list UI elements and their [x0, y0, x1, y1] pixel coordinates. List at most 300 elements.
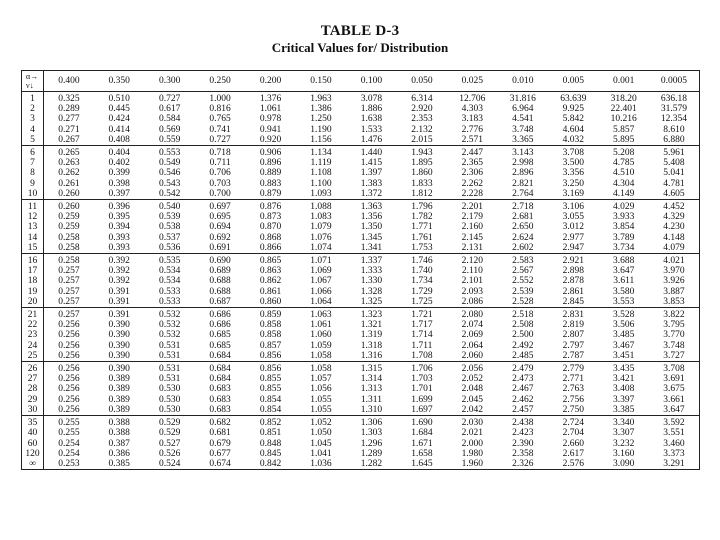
df-cell: 35: [22, 416, 44, 429]
value-cell: 3.373: [649, 449, 700, 459]
value-cell: 1.057: [310, 374, 332, 385]
value-cell: 0.257: [44, 308, 94, 321]
df-cell: 26: [22, 362, 44, 375]
value-cell: 2.074: [461, 320, 484, 331]
value-cell: 31.579: [649, 104, 700, 114]
value-cell: 1.725: [411, 296, 433, 307]
value-cell: 2.763: [562, 384, 584, 395]
df-cell: 28: [22, 384, 44, 394]
value-cell: 2.438: [498, 416, 548, 429]
value-cell: 1.059: [310, 340, 332, 351]
value-cell: 0.325: [44, 92, 94, 105]
value-cell: 2.353: [411, 114, 433, 125]
value-cell: 0.681: [209, 428, 231, 439]
value-cell: 3.822: [649, 308, 700, 321]
value-cell: 0.684: [195, 362, 245, 375]
alpha-header-cell: 0.350: [94, 71, 144, 92]
value-cell: 4.329: [649, 212, 700, 222]
table-row: [22, 395, 700, 405]
value-cell: 0.861: [259, 286, 282, 297]
value-cell: 4.605: [649, 189, 700, 200]
df-cell: 17: [22, 266, 44, 276]
value-cell: 0.385: [94, 459, 144, 470]
value-cell: 5.408: [649, 158, 700, 168]
value-cell: 5.895: [613, 134, 635, 145]
value-cell: 0.978: [259, 114, 282, 125]
value-cell: 1.318: [360, 340, 383, 351]
value-cell: 0.539: [158, 212, 181, 223]
value-cell: 0.532: [158, 320, 181, 331]
value-cell: 0.691: [209, 242, 231, 253]
value-cell: 1.330: [360, 276, 383, 287]
value-cell: 3.970: [649, 266, 700, 276]
value-cell: 1.050: [310, 428, 332, 439]
table-row: [22, 104, 700, 114]
value-cell: 0.261: [58, 178, 80, 189]
value-cell: 0.727: [209, 134, 231, 145]
df-cell: 8: [22, 168, 44, 178]
value-cell: 3.143: [498, 146, 548, 159]
value-cell: 2.797: [562, 340, 584, 351]
value-cell: 636.18: [649, 92, 700, 105]
value-cell: 0.534: [158, 266, 181, 277]
value-cell: 2.977: [562, 232, 584, 243]
value-cell: 2.120: [447, 254, 497, 267]
value-cell: 0.862: [259, 276, 282, 287]
value-cell: 0.530: [158, 404, 181, 415]
value-cell: 63.639: [548, 92, 598, 105]
df-cell: 20: [22, 297, 44, 308]
value-cell: 2.776: [461, 124, 484, 135]
value-cell: 0.538: [158, 222, 181, 233]
table-row: [22, 439, 700, 449]
value-cell: 0.706: [209, 168, 231, 179]
value-cell: 0.531: [144, 362, 194, 375]
table-row: [22, 114, 700, 124]
value-cell: 2.896: [512, 168, 534, 179]
value-cell: 2.921: [548, 254, 598, 267]
value-cell: 0.876: [245, 200, 295, 213]
df-cell: 23: [22, 330, 44, 340]
value-cell: 0.682: [195, 416, 245, 429]
value-cell: 0.687: [209, 296, 231, 307]
value-cell: 0.674: [195, 459, 245, 470]
value-cell: 0.402: [108, 158, 130, 169]
value-cell: 0.858: [259, 330, 282, 341]
value-cell: 4.079: [649, 243, 700, 254]
value-cell: 1.415: [360, 158, 383, 169]
value-cell: 0.256: [58, 340, 80, 351]
table-row: [22, 266, 700, 276]
table-row: [22, 362, 700, 375]
value-cell: 5.857: [613, 124, 635, 135]
value-cell: 5.041: [649, 168, 700, 178]
value-cell: 3.408: [613, 384, 635, 395]
value-cell: 0.392: [108, 276, 130, 287]
value-cell: 0.690: [195, 254, 245, 267]
value-cell: 3.055: [562, 212, 584, 223]
value-cell: 3.853: [649, 297, 700, 308]
value-cell: 3.926: [649, 276, 700, 286]
value-cell: 1.310: [360, 404, 383, 415]
value-cell: 1.960: [447, 459, 497, 470]
value-cell: 0.258: [44, 254, 94, 267]
df-cell: 30: [22, 405, 44, 416]
critical-values-table: [21, 70, 700, 470]
value-cell: 0.259: [58, 222, 80, 233]
value-cell: 2.042: [461, 404, 484, 415]
value-cell: 0.254: [58, 438, 80, 449]
value-cell: 2.779: [548, 362, 598, 375]
df-label: ν↓: [26, 81, 34, 90]
df-cell: 16: [22, 254, 44, 267]
df-cell: 18: [22, 276, 44, 286]
value-cell: 0.529: [158, 428, 181, 439]
value-cell: 2.052: [461, 374, 484, 385]
value-cell: 3.691: [649, 374, 700, 384]
alpha-header-cell: 0.010: [498, 71, 548, 92]
value-cell: 2.069: [461, 330, 484, 341]
value-cell: 1.321: [360, 320, 383, 331]
alpha-header-cell: 0.300: [144, 71, 194, 92]
value-cell: 5.961: [649, 146, 700, 159]
value-cell: 0.404: [94, 146, 144, 159]
value-cell: 0.532: [158, 330, 181, 341]
value-cell: 0.685: [209, 330, 231, 341]
value-cell: 0.686: [195, 308, 245, 321]
value-cell: 2.681: [512, 212, 534, 223]
value-cell: 1.071: [296, 254, 346, 267]
value-cell: 2.756: [562, 394, 584, 405]
df-cell: 1: [22, 92, 44, 105]
value-cell: 1.036: [296, 459, 346, 470]
value-cell: 1.699: [411, 394, 433, 405]
value-cell: 0.677: [209, 448, 231, 459]
value-cell: 2.160: [461, 222, 484, 233]
value-cell: 2.845: [562, 296, 584, 307]
df-cell: 60: [22, 439, 44, 449]
value-cell: 0.397: [108, 188, 130, 199]
value-cell: 3.183: [461, 114, 484, 125]
value-cell: 0.386: [108, 448, 130, 459]
value-cell: 1.108: [310, 168, 332, 179]
value-cell: 1.886: [360, 104, 383, 115]
value-cell: 0.256: [58, 350, 80, 361]
value-cell: 1.711: [411, 340, 433, 351]
value-cell: 1.658: [411, 448, 433, 459]
value-cell: 3.528: [598, 308, 648, 321]
value-cell: 3.770: [649, 330, 700, 340]
df-header: [22, 71, 44, 92]
value-cell: 318.20: [598, 92, 648, 105]
table-row: [22, 158, 700, 168]
value-cell: 1.671: [411, 438, 433, 449]
value-cell: 0.542: [158, 188, 181, 199]
value-cell: 4.510: [613, 168, 635, 179]
value-cell: 0.536: [158, 242, 181, 253]
value-cell: 2.552: [512, 276, 534, 287]
df-cell: 4: [22, 125, 44, 135]
value-cell: 1.476: [360, 134, 383, 145]
value-cell: 0.695: [209, 212, 231, 223]
value-cell: 0.390: [108, 320, 130, 331]
value-cell: 0.445: [108, 104, 130, 115]
value-cell: 0.851: [259, 428, 282, 439]
value-cell: 1.306: [346, 416, 396, 429]
value-cell: 0.857: [259, 340, 282, 351]
value-cell: 1.645: [397, 459, 447, 470]
value-cell: 1.345: [360, 232, 383, 243]
value-cell: 3.250: [562, 178, 584, 189]
value-cell: 1.684: [411, 428, 433, 439]
value-cell: 0.389: [108, 384, 130, 395]
value-cell: 1.083: [310, 212, 332, 223]
table-row: [22, 189, 700, 200]
value-cell: 0.617: [158, 104, 181, 115]
value-cell: 2.086: [461, 296, 484, 307]
value-cell: 0.855: [259, 374, 282, 385]
value-cell: 0.906: [245, 146, 295, 159]
value-cell: 3.307: [613, 428, 635, 439]
value-cell: 1.734: [411, 276, 433, 287]
value-cell: 4.452: [649, 200, 700, 213]
value-cell: 2.576: [548, 459, 598, 470]
value-cell: 0.390: [108, 340, 130, 351]
df-cell: 27: [22, 374, 44, 384]
value-cell: 0.531: [158, 350, 181, 361]
value-cell: 2.920: [411, 104, 433, 115]
value-cell: 0.865: [245, 254, 295, 267]
value-cell: 0.685: [209, 340, 231, 351]
value-cell: 1.067: [310, 276, 332, 287]
value-cell: 2.787: [562, 350, 584, 361]
value-cell: 2.617: [562, 448, 584, 459]
value-cell: 1.717: [411, 320, 433, 331]
value-cell: 5.842: [562, 114, 584, 125]
value-cell: 0.845: [259, 448, 282, 459]
df-cell: 29: [22, 395, 44, 405]
value-cell: 0.256: [58, 330, 80, 341]
value-cell: 2.567: [512, 266, 534, 277]
value-cell: 0.683: [209, 404, 231, 415]
value-cell: 0.531: [158, 340, 181, 351]
value-cell: 1.058: [310, 350, 332, 361]
value-cell: 2.015: [411, 134, 433, 145]
df-cell: 21: [22, 308, 44, 321]
table-row: [22, 405, 700, 416]
value-cell: 3.460: [649, 439, 700, 449]
value-cell: 1.282: [346, 459, 396, 470]
value-cell: 9.925: [562, 104, 584, 115]
value-cell: 0.398: [108, 178, 130, 189]
value-cell: 1.076: [310, 232, 332, 243]
value-cell: 1.895: [411, 158, 433, 169]
value-cell: 2.821: [512, 178, 534, 189]
alpha-header-cell: 0.150: [296, 71, 346, 92]
value-cell: 1.066: [310, 286, 332, 297]
value-cell: 0.530: [158, 384, 181, 395]
value-cell: 3.106: [548, 200, 598, 213]
value-cell: 0.727: [144, 92, 194, 105]
value-cell: 1.833: [411, 178, 433, 189]
value-cell: 0.679: [209, 438, 231, 449]
value-cell: 3.592: [649, 416, 700, 429]
value-cell: 0.866: [259, 242, 282, 253]
value-cell: 0.533: [158, 296, 181, 307]
value-cell: 0.848: [259, 438, 282, 449]
value-cell: 0.387: [108, 438, 130, 449]
value-cell: 2.306: [461, 168, 484, 179]
value-cell: 2.228: [461, 188, 484, 199]
value-cell: 0.684: [209, 374, 231, 385]
value-cell: 0.271: [58, 124, 80, 135]
value-cell: 0.256: [44, 362, 94, 375]
df-cell: 25: [22, 351, 44, 362]
value-cell: 2.326: [498, 459, 548, 470]
value-cell: 2.110: [461, 266, 483, 277]
value-cell: 0.532: [144, 308, 194, 321]
value-cell: 2.807: [562, 330, 584, 341]
value-cell: 3.340: [598, 416, 648, 429]
value-cell: 0.260: [58, 188, 80, 199]
value-cell: 1.372: [360, 188, 383, 199]
value-cell: 3.647: [613, 266, 635, 277]
alpha-header-cell: 0.400: [44, 71, 94, 92]
table-row: [22, 276, 700, 286]
header-row: [22, 71, 700, 92]
value-cell: 0.854: [259, 404, 282, 415]
value-cell: 2.583: [498, 254, 548, 267]
value-cell: 0.389: [108, 404, 130, 415]
value-cell: 1.303: [360, 428, 383, 439]
value-cell: 0.718: [195, 146, 245, 159]
value-cell: 1.119: [310, 158, 332, 169]
value-cell: 0.879: [259, 188, 282, 199]
value-cell: 0.531: [158, 374, 181, 385]
table-row: [22, 287, 700, 297]
value-cell: 0.856: [259, 350, 282, 361]
value-cell: 3.551: [649, 428, 700, 438]
value-cell: 1.315: [346, 362, 396, 375]
value-cell: 2.048: [461, 384, 484, 395]
value-cell: 5.208: [598, 146, 648, 159]
table-row: [22, 416, 700, 429]
value-cell: 0.258: [58, 232, 80, 243]
value-cell: 1.328: [360, 286, 383, 297]
value-cell: 3.789: [613, 232, 635, 243]
value-cell: 3.933: [613, 212, 635, 223]
value-cell: 3.397: [613, 394, 635, 405]
table-row: [22, 125, 700, 135]
value-cell: 0.553: [144, 146, 194, 159]
value-cell: 0.265: [44, 146, 94, 159]
value-cell: 1.079: [310, 222, 332, 233]
value-cell: 2.060: [461, 350, 484, 361]
value-cell: 0.527: [158, 438, 181, 449]
df-cell: 40: [22, 428, 44, 438]
value-cell: 0.277: [58, 114, 80, 125]
value-cell: 3.580: [613, 286, 635, 297]
value-cell: 2.390: [512, 438, 534, 449]
value-cell: 0.569: [158, 124, 181, 135]
value-cell: 1.383: [360, 178, 383, 189]
value-cell: 0.692: [209, 232, 231, 243]
value-cell: 0.255: [58, 428, 80, 439]
value-cell: 1.771: [411, 222, 433, 233]
value-cell: 2.660: [562, 438, 584, 449]
value-cell: 0.549: [158, 158, 181, 169]
value-cell: 0.842: [245, 459, 295, 470]
value-cell: 0.533: [158, 286, 181, 297]
value-cell: 4.781: [649, 179, 700, 189]
value-cell: 1.045: [310, 438, 332, 449]
df-cell: 19: [22, 287, 44, 297]
value-cell: 1.056: [310, 384, 332, 395]
value-cell: 3.160: [613, 448, 635, 459]
value-cell: 2.467: [512, 384, 534, 395]
value-cell: 2.132: [411, 124, 433, 135]
value-cell: 0.257: [58, 276, 80, 287]
table-title: TABLE D-3: [320, 23, 400, 39]
value-cell: 2.423: [512, 428, 534, 439]
value-cell: 0.393: [108, 242, 130, 253]
value-cell: 0.546: [158, 168, 181, 179]
table-row: [22, 449, 700, 459]
value-cell: 1.319: [360, 330, 383, 341]
value-cell: 2.021: [461, 428, 484, 439]
value-cell: 4.021: [649, 254, 700, 267]
value-cell: 0.392: [94, 254, 144, 267]
value-cell: 0.584: [158, 114, 181, 125]
value-cell: 0.535: [144, 254, 194, 267]
value-cell: 2.462: [512, 394, 534, 405]
value-cell: 0.873: [259, 212, 282, 223]
value-cell: 1.740: [411, 266, 433, 277]
alpha-header-cell: 0.050: [397, 71, 447, 92]
value-cell: 0.256: [58, 404, 80, 415]
value-cell: 1.341: [360, 242, 383, 253]
value-cell: 1.316: [360, 350, 383, 361]
value-cell: 1.325: [360, 296, 383, 307]
value-cell: 1.069: [310, 266, 332, 277]
value-cell: 2.898: [562, 266, 584, 277]
value-cell: 4.032: [562, 134, 584, 145]
value-cell: 0.262: [58, 168, 80, 179]
alpha-header-cell: 0.200: [245, 71, 295, 92]
value-cell: 0.559: [158, 134, 181, 145]
value-cell: 4.604: [562, 124, 584, 135]
table-row: [22, 384, 700, 394]
value-cell: 0.537: [158, 232, 181, 243]
value-cell: 0.389: [108, 374, 130, 385]
table-row: [22, 243, 700, 254]
value-cell: 2.500: [512, 330, 534, 341]
value-cell: 2.045: [461, 394, 484, 405]
value-cell: 0.510: [94, 92, 144, 105]
value-cell: 0.855: [259, 384, 282, 395]
value-cell: 1.729: [411, 286, 433, 297]
value-cell: 0.741: [209, 124, 231, 135]
value-cell: 0.856: [245, 362, 295, 375]
value-cell: 0.390: [108, 330, 130, 341]
value-cell: 0.391: [94, 308, 144, 321]
value-cell: 0.257: [58, 286, 80, 297]
value-cell: 3.708: [649, 362, 700, 375]
value-cell: 2.508: [512, 320, 534, 331]
alpha-header-cell: 0.250: [195, 71, 245, 92]
value-cell: 0.389: [108, 394, 130, 405]
value-cell: 2.602: [512, 242, 534, 253]
